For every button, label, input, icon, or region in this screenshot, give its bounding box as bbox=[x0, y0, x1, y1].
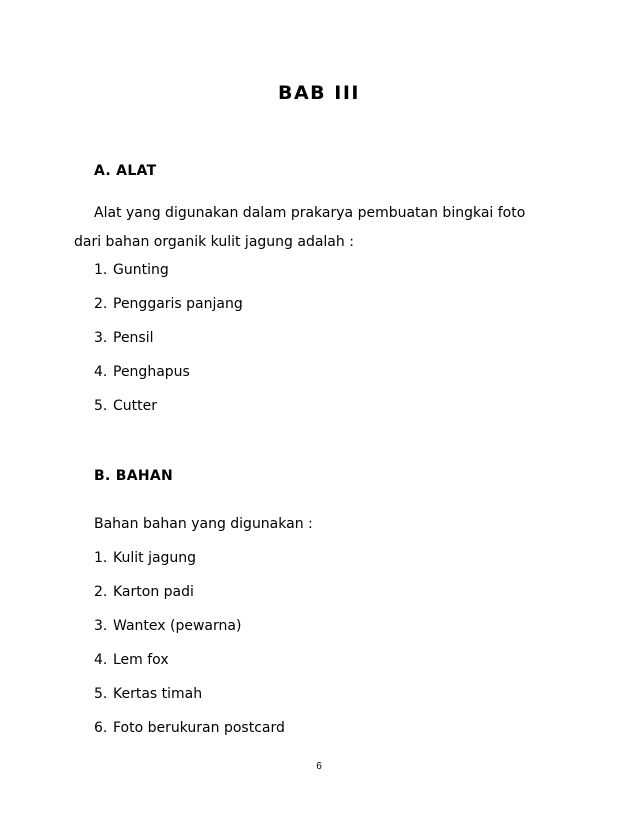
list-item-number: 6. bbox=[94, 720, 108, 736]
list-item-label: Cutter bbox=[113, 398, 157, 414]
list-item-label: Kulit jagung bbox=[113, 550, 197, 566]
list-item bbox=[94, 548, 285, 582]
list-item bbox=[94, 616, 285, 650]
list-item bbox=[94, 294, 243, 328]
list-item bbox=[94, 718, 285, 752]
list-item bbox=[94, 684, 285, 718]
paragraph-text: Alat yang digunakan dalam prakarya pembuatan bingkai foto dari bahan organik kulit jagung adalah : bbox=[74, 205, 526, 250]
list-item-number: 4. bbox=[94, 652, 108, 668]
section-heading-alat: A. ALAT bbox=[94, 163, 157, 179]
list-item-label: Pensil bbox=[113, 330, 154, 346]
tools-list bbox=[94, 260, 243, 430]
list-item bbox=[94, 582, 285, 616]
section-paragraph-alat bbox=[74, 199, 544, 257]
list-item-number: 1. bbox=[94, 262, 108, 278]
list-item-label: Penghapus bbox=[113, 364, 190, 380]
list-item bbox=[94, 362, 243, 396]
list-item-number: 5. bbox=[94, 686, 108, 702]
list-item bbox=[94, 396, 243, 430]
list-item-label: Gunting bbox=[113, 262, 169, 278]
list-item-number: 1. bbox=[94, 550, 108, 566]
list-item bbox=[94, 260, 243, 294]
list-item-label: Foto berukuran postcard bbox=[113, 720, 285, 736]
list-item bbox=[94, 650, 285, 684]
list-item-label: Karton padi bbox=[113, 584, 194, 600]
list-item-label: Wantex (pewarna) bbox=[113, 618, 242, 634]
list-item-number: 4. bbox=[94, 364, 108, 380]
list-item-label: Penggaris panjang bbox=[113, 296, 243, 312]
section-heading-bahan: B. BAHAN bbox=[94, 468, 174, 484]
chapter-title: BAB III bbox=[278, 82, 360, 104]
list-item-number: 2. bbox=[94, 296, 108, 312]
page-number: 6 bbox=[316, 761, 322, 772]
list-item-label: Kertas timah bbox=[113, 686, 203, 702]
list-item-number: 3. bbox=[94, 330, 108, 346]
section-intro-bahan: Bahan bahan yang digunakan : bbox=[94, 516, 313, 532]
list-item bbox=[94, 328, 243, 362]
list-item-label: Lem fox bbox=[113, 652, 169, 668]
list-item-number: 5. bbox=[94, 398, 108, 414]
list-item-number: 3. bbox=[94, 618, 108, 634]
materials-list bbox=[94, 548, 285, 752]
list-item-number: 2. bbox=[94, 584, 108, 600]
